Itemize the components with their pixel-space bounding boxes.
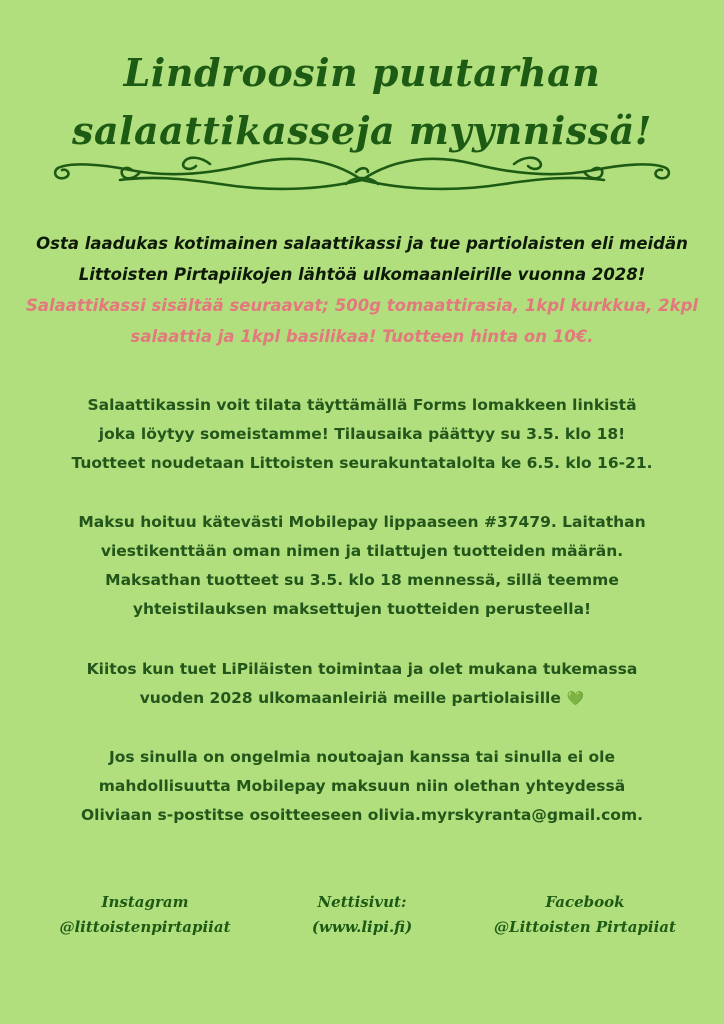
footer-facebook	[460, 890, 710, 940]
contact-line-1: Jos sinulla on ongelmia noutoajan kanssa tai sinulla ei ole	[108, 748, 616, 766]
order-paragraph	[20, 391, 704, 478]
contact-paragraph	[20, 743, 704, 830]
footer-website	[282, 890, 442, 940]
intro-pink-text: Salaattikassi sisältää seuraavat; 500g tomaattirasia, 1kpl kurkkua, 2kpl salaattia ja 1kpl basilikaa! Tuotteen hinta on 10€.	[25, 296, 699, 346]
payment-line-4: yhteistilauksen maksettujen tuotteiden perusteella!	[132, 600, 592, 618]
poster-title-line1: Lindroosin puutarhan	[123, 50, 601, 95]
contact-line-3: Oliviaan s-postitse osoitteeseen olivia.myrskyranta@gmail.com.	[80, 806, 643, 824]
payment-line-3: Maksathan tuotteet su 3.5. klo 18 mennessä, sillä teemme	[105, 571, 619, 589]
ornamental-divider-icon	[50, 150, 674, 198]
payment-paragraph	[20, 508, 704, 624]
footer-instagram	[20, 890, 270, 940]
contact-line-2: mahdollisuutta Mobilepay maksuun niin olethan yhteydessä	[98, 777, 626, 795]
thanks-line-2-wrap	[20, 684, 704, 714]
instagram-label: Instagram	[101, 893, 189, 911]
green-heart-icon: 💚	[566, 691, 585, 707]
website-url: (www.lipi.fi)	[311, 918, 413, 936]
thanks-line-1: Kiitos kun tuet LiPiläisten toimintaa ja olet mukana tukemassa	[86, 660, 638, 678]
intro-paragraph	[24, 228, 700, 352]
website-label: Nettisivut:	[317, 893, 407, 911]
instagram-handle: @littoistenpirtapiiat	[59, 918, 231, 936]
order-line-1: Salaattikassin voit tilata täyttämällä Forms lomakkeen linkistä	[87, 396, 637, 414]
facebook-handle: @Littoisten Pirtapiiat	[494, 918, 676, 936]
poster-title-line2: salaattikasseja myynnissä!	[72, 108, 652, 153]
order-line-3: Tuotteet noudetaan Littoisten seurakuntatalolta ke 6.5. klo 16-21.	[71, 454, 653, 472]
order-line-2: joka löytyy someistamme! Tilausaika päättyy su 3.5. klo 18!	[98, 425, 626, 443]
payment-line-1: Maksu hoituu kätevästi Mobilepay lippaaseen #37479. Laitathan	[78, 513, 646, 531]
intro-black-text: Osta laadukas kotimainen salaattikassi ja tue partiolaisten eli meidän Littoisten Pirtapiikojen lähtöä ulkomaanleirille vuonna 2028!	[36, 234, 688, 284]
payment-line-2: viestikenttään oman nimen ja tilattujen tuotteiden määrän.	[100, 542, 624, 560]
thanks-line-2: vuoden 2028 ulkomaanleiriä meille partiolaisille	[139, 689, 561, 707]
thanks-paragraph	[20, 655, 704, 714]
facebook-label: Facebook	[545, 893, 625, 911]
